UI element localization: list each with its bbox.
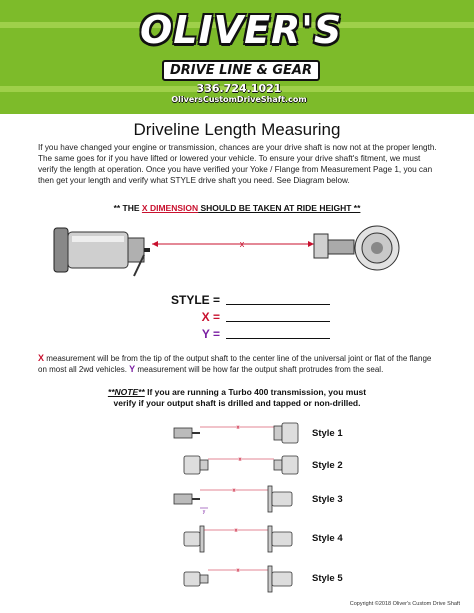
measurement-explanation: [38, 353, 440, 375]
x-input-line: [226, 321, 330, 322]
y-letter: Y: [129, 364, 136, 374]
x-dimension-note: [0, 203, 474, 213]
yoke-illustration: [314, 226, 399, 270]
style-row: [130, 293, 220, 307]
style-4-diagram: [170, 522, 310, 556]
style-input-line: [226, 304, 330, 305]
transmission-illustration: [54, 228, 150, 276]
y-row: [130, 327, 220, 341]
y-mark: y: [202, 509, 206, 514]
x-mark: x: [236, 425, 240, 431]
x-row: [130, 310, 220, 324]
logo-subtitle: DRIVE LINE & GEAR: [162, 60, 320, 81]
style-3-diagram: [170, 482, 310, 514]
x-mark: x: [234, 528, 238, 534]
turbo-400-note: [0, 387, 474, 409]
style-2-diagram: [170, 452, 310, 476]
y-label: Y =: [201, 327, 220, 341]
note-line-2: verify if your output shaft is drilled and tapped or non-drilled.: [113, 398, 361, 408]
x-label: X =: [201, 310, 220, 324]
style-1-label: Style 1: [312, 428, 343, 439]
copyright: Copyright ©2018 Oliver's Custom Drive Shaft: [349, 601, 460, 607]
note-line-1: If you are running a Turbo 400 transmission, you must: [144, 387, 367, 397]
logo-phone: 336.724.1021: [196, 82, 282, 95]
x-field[interactable]: [226, 310, 330, 324]
measurement-form: [130, 293, 350, 343]
style-5-diagram: [170, 562, 310, 596]
logo-website: OliversCustomDriveShaft.com: [171, 95, 307, 104]
style-1-diagram: [170, 420, 310, 444]
style-4-label: Style 4: [312, 533, 343, 544]
y-field[interactable]: [226, 327, 330, 341]
style-3-label: Style 3: [312, 494, 343, 505]
style-2-label: Style 2: [312, 460, 343, 471]
header-banner: [0, 0, 474, 114]
driveshaft-styles: [170, 418, 370, 598]
style-field[interactable]: [226, 293, 330, 307]
driveline-diagram: [52, 222, 412, 278]
x-dimension-suffix: SHOULD BE TAKEN AT RIDE HEIGHT **: [198, 203, 361, 213]
x-mark: x: [232, 488, 236, 494]
intro-paragraph: If you have changed your engine or transmission, chances are your drive shaft is now not at the proper length. The same goes for if you have lifted or lowered your vehicle. To ensure your drive shaft's fitment, we must verify the length at operation. Once you have verified your Yoke / Flange from Measurement Page 1, you can then get your length and verify what STYLE drive shaft you need. See Diagram below.: [38, 143, 437, 185]
style-5-label: Style 5: [312, 573, 343, 584]
style-label: STYLE =: [170, 293, 220, 307]
y-measurement-text: measurement will be how far the output shaft protrudes from the seal.: [135, 365, 384, 374]
x-mark: x: [238, 457, 242, 463]
company-logo: [140, 8, 343, 108]
x-mark: x: [236, 568, 240, 574]
x-dimension-highlight: X DIMENSION: [141, 203, 199, 213]
x-letter: X: [38, 353, 45, 363]
page-title: Driveline Length Measuring: [133, 120, 341, 139]
x-dimension-label: x: [239, 239, 245, 249]
x-dimension-prefix: ** THE: [113, 203, 142, 213]
x-measurement-text: measurement will be from the tip of the output shaft to the center line of the universal joint or flat of the flange on most all 2wd vehicles.: [38, 354, 432, 374]
note-label: **NOTE**: [107, 387, 145, 397]
logo-name: OLIVER'S: [140, 8, 343, 52]
y-input-line: [226, 338, 330, 339]
